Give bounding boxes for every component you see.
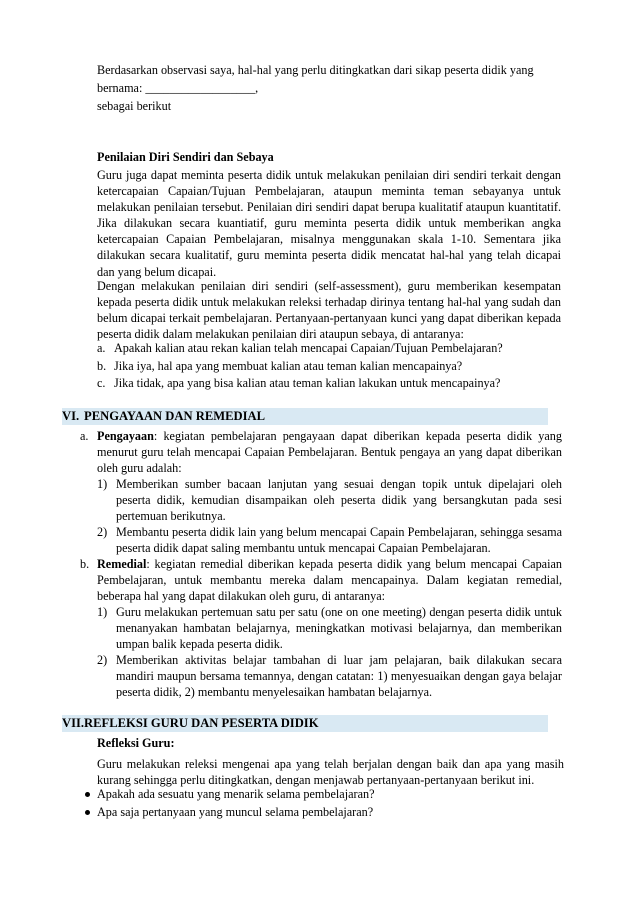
subitem-text: Guru melakukan pertemuan satu per satu (one on one meeting) dengan peserta didik untuk menanyakan hambatan belajarnya, meningkatkan motivasi belajarnya, dan memberikan umpan balik kepada peserta didik. — [116, 605, 562, 652]
bullet-icon — [85, 810, 90, 815]
self-assessment-heading: Penilaian Diri Sendiri dan Sebaya — [97, 150, 274, 164]
question-text: Apakah kalian atau rekan kalian telah mencapai Capaian/Tujuan Pembelajaran? — [114, 341, 503, 355]
bullet-icon — [85, 792, 90, 797]
enrichment-term: Pengayaan — [97, 429, 154, 443]
question-text: Jika iya, hal apa yang membuat kalian atau teman kalian mencapainya? — [114, 359, 463, 373]
subitem-label: 2) — [97, 653, 108, 667]
section-6-title: PENGAYAAN DAN REMEDIAL — [84, 409, 265, 423]
teacher-reflection-heading: Refleksi Guru: — [97, 736, 175, 750]
question-label: a. — [97, 341, 106, 355]
self-assessment-para-2: Dengan melakukan penilaian diri sendiri (self-assessment), guru memberikan kesempatan kepada peserta didik untuk melakukan releksi terhadap dirinya tentang hal-hal yang sudah dan belum dicapai terkait pembelajaran. Pertanyaan-pertanyaan kunci yang dapat diberikan kepada peserta didik dalam melakukan penilaian diri ataupun sebaya, di antaranya: — [97, 279, 561, 342]
question-text: Jika tidak, apa yang bisa kalian atau teman kalian lakukan untuk mencapainya? — [114, 376, 501, 390]
intro-line-1: Berdasarkan observasi saya, hal-hal yang perlu ditingkatkan dari sikap peserta didik yang — [97, 63, 534, 77]
remedial-term: Remedial — [97, 557, 147, 571]
subitem-label: 1) — [97, 477, 108, 491]
subitem-text: Membantu peserta didik lain yang belum mencapai Capain Pembelajaran, sehingga sesama peserta didik dapat saling membantu untuk mencapai Capaian Pembelajaran. — [116, 525, 562, 556]
subitem-label: 2) — [97, 525, 108, 539]
bullet-text: Apa saja pertanyaan yang muncul selama pembelajaran? — [97, 805, 374, 819]
enrichment-label: a. — [80, 429, 89, 443]
section-7-title: VII.REFLEKSI GURU DAN PESERTA DIDIK — [62, 716, 319, 730]
subitem-text: Memberikan aktivitas belajar tambahan di luar jam pelajaran, baik dilakukan secara mandiri maupun bersama temannya, dengan catatan: 1) menyesuaikan dengan gaya belajar peserta didik, 2) membantu menyelesaikan hambatan belajarnya. — [116, 653, 562, 700]
intro-line-3: sebagai berikut — [97, 99, 172, 113]
teacher-reflection-paragraph: Guru melakukan releksi mengenai apa yang telah berjalan dengan baik dan apa yang masih kurang sehingga perlu ditingkatkan, dengan menjawab pertanyaan-pertanyaan berikut ini. — [97, 757, 564, 788]
section-6-number: VI. — [62, 409, 80, 423]
question-label: b. — [97, 359, 107, 373]
question-label: c. — [97, 376, 106, 390]
bullet-text: Apakah ada sesuatu yang menarik selama pembelajaran? — [97, 787, 375, 801]
self-assessment-para-1: Guru juga dapat meminta peserta didik untuk melakukan penilaian diri sendiri terkait dengan ketercapaian Capaian/Tujuan Pembelajaran, ataupun meminta teman sebayanya untuk melakukan penilaian tersebut. Penilaian diri sendiri dapat berupa kualitatif ataupun kuantitatif. Jika dilakukan secara kuantiatif, guru meminta peserta didik untuk memberikan angka ketercapaian Capaian Pembelajaran, misalnya menggunakan skala 1-10. Sementara jika dilakukan secara kualitatif, guru meminta peserta didik mencatat hal-hal yang telah dicapai dan yang belum dicapai. — [97, 168, 561, 279]
remedial-label: b. — [80, 557, 90, 571]
enrichment-text: : kegiatan pembelajaran pengayaan dapat diberikan kepada peserta didik yang menurut guru telah mencapai Capaian Pembelajaran. Bentuk pengaya an yang dapat diberikan oleh guru adalah: — [97, 429, 562, 476]
remedial-paragraph — [97, 556, 562, 604]
section-7-heading — [62, 715, 548, 732]
remedial-text: : kegiatan remedial diberikan kepada peserta didik yang belum mencapai Capaian Pembelajaran, untuk membantu mereka dalam mencapainya. Dalam kegiatan remedial, beberapa hal yang dapat dilakukan oleh guru, di antaranya: — [97, 557, 562, 604]
intro-line-2: bernama: __________________, — [97, 81, 259, 95]
subitem-text: Memberikan sumber bacaan lanjutan yang sesuai dengan topik untuk dipelajari oleh peserta didik, kemudian disampaikan oleh peserta didik yang bersangkutan pada sesi pertemuan berikutnya. — [116, 477, 562, 524]
enrichment-paragraph — [97, 428, 562, 476]
section-6-heading — [62, 408, 548, 425]
subitem-label: 1) — [97, 605, 108, 619]
